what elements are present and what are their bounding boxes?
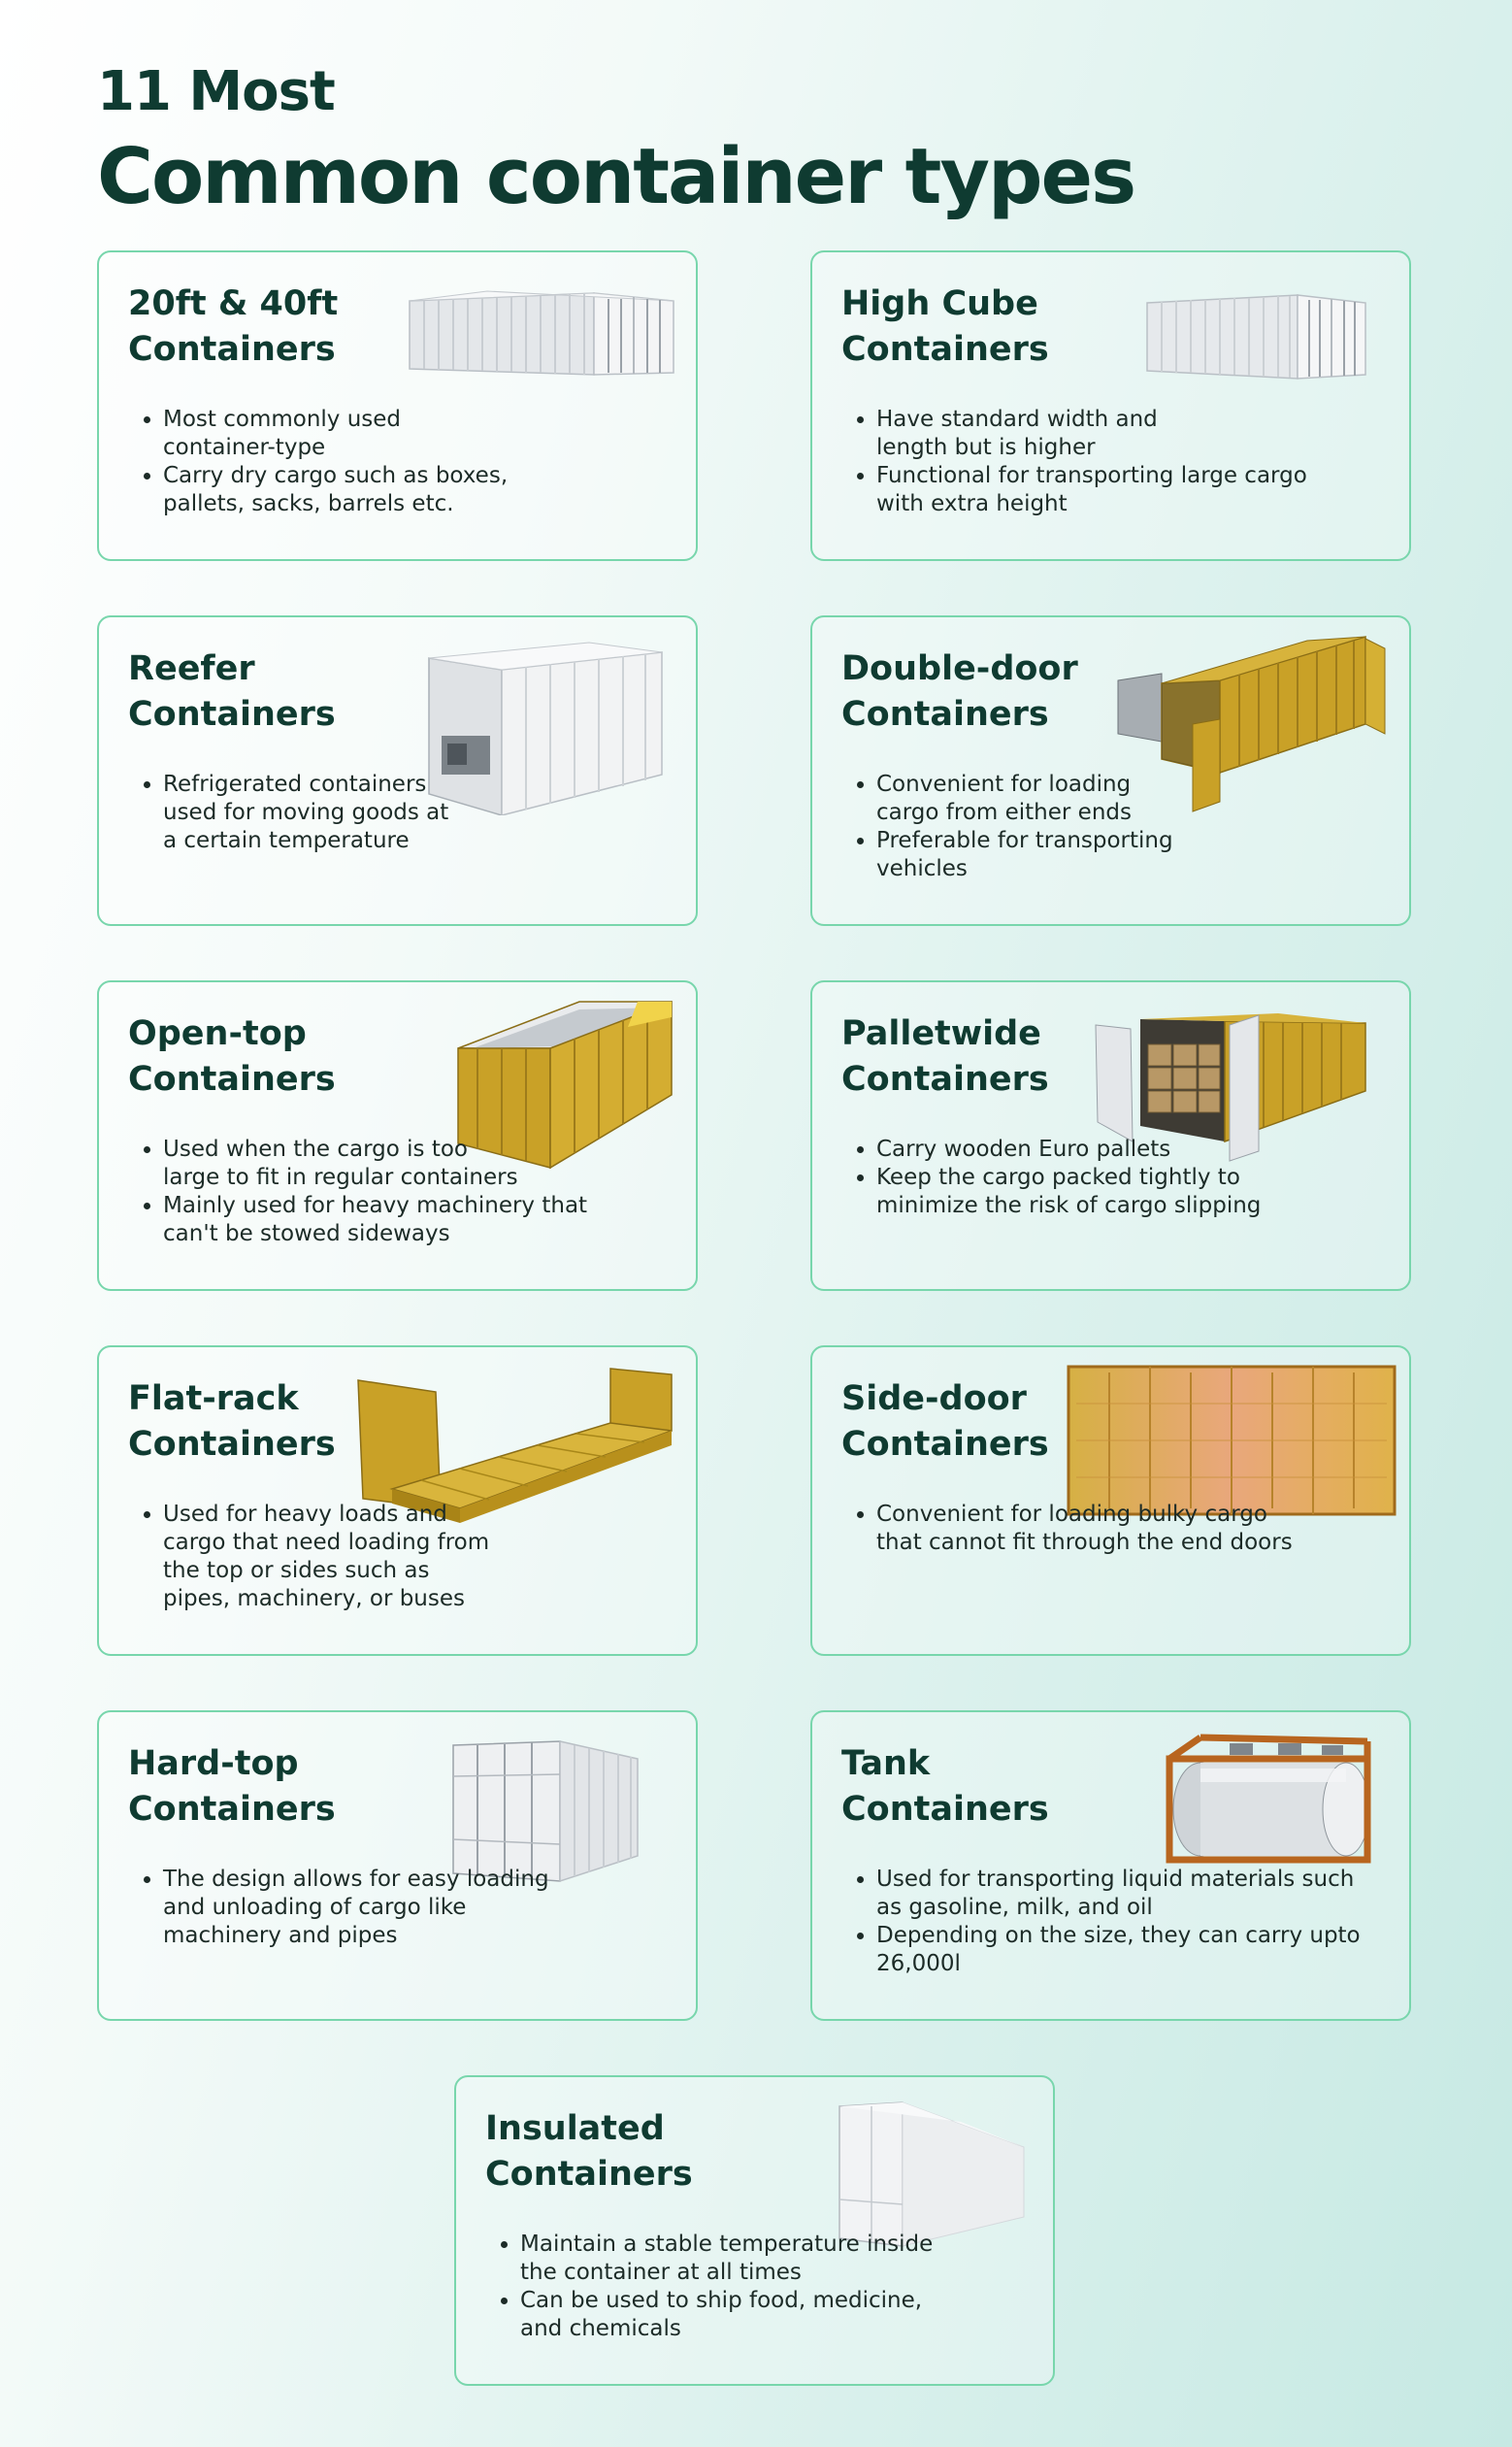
bullet-item: • Refrigerated containers used for moving goods at a certain temperature (163, 771, 454, 855)
card-title-line-1: Hard-top (128, 1744, 299, 1783)
title-line-1: 11 Most (97, 60, 335, 123)
card-title (128, 1741, 419, 1833)
card-open-top-containers (97, 980, 698, 1291)
white-high-cube-container-image (1142, 274, 1375, 388)
bullet-list (134, 1136, 590, 1248)
card-title-line-1: Insulated (485, 2109, 665, 2148)
card-title-line-1: Palletwide (841, 1014, 1041, 1053)
bullet-item: • Convenient for loading bulky cargo that cannot fit through the end doors (876, 1501, 1294, 1557)
iso-tank-container-image (1162, 1730, 1375, 1866)
card-title (128, 1011, 419, 1103)
bullet-item: • Most commonly used container-type (163, 406, 425, 462)
card-title (841, 646, 1133, 738)
card-hard-top-containers (97, 1710, 698, 2021)
card-title-line-1: 20ft & 40ft (128, 284, 339, 323)
card-flat-rack-containers (97, 1345, 698, 1656)
bullet-list (847, 1866, 1381, 1978)
bullet-list (847, 1136, 1284, 1220)
card-title-line-2: Containers (128, 695, 336, 734)
card-title (128, 646, 419, 738)
bullet-item: • Carry wooden Euro pallets (876, 1136, 1206, 1164)
bullet-item: • Preferable for transporting vehicles (876, 827, 1187, 883)
white-dry-container-image (400, 272, 681, 386)
bullet-list (134, 1866, 551, 1950)
card-palletwide-containers (810, 980, 1411, 1291)
card-title-line-1: Double-door (841, 649, 1078, 688)
card-title-line-2: Containers (841, 1060, 1049, 1099)
bullet-item: • Carry dry cargo such as boxes, pallets, sacks, barrels etc. (163, 462, 532, 518)
card-title-line-1: High Cube (841, 284, 1038, 323)
bullet-list (847, 771, 1187, 883)
bullet-item: • Can be used to ship food, medicine, and chemicals (520, 2287, 967, 2343)
bullet-item: • Have standard width and length but is higher (876, 406, 1167, 462)
bullet-list (847, 1501, 1294, 1557)
card-title-line-1: Reefer (128, 649, 255, 688)
card-title-line-2: Containers (128, 330, 336, 369)
card-reefer-containers (97, 615, 698, 926)
card-insulated-containers (454, 2075, 1055, 2386)
card-title-line-1: Flat-rack (128, 1379, 299, 1418)
card-title-line-2: Containers (841, 1790, 1049, 1829)
card-title-line-2: Containers (841, 330, 1049, 369)
white-reefer-container-image (424, 639, 667, 815)
yellow-side-door-container-image (1067, 1365, 1397, 1516)
white-insulated-container-image (835, 2093, 1029, 2248)
white-hard-top-container-image (448, 1737, 642, 1883)
bullet-item: • Used for transporting liquid materials such as gasoline, milk, and oil (876, 1866, 1381, 1922)
card-side-door-containers (810, 1345, 1411, 1656)
card-title-line-2: Containers (128, 1425, 336, 1464)
bullet-item: • Keep the cargo packed tightly to minimize the risk of cargo slipping (876, 1164, 1284, 1220)
bullet-list (134, 1501, 503, 1613)
bullet-item: • Maintain a stable temperature inside the container at all times (520, 2231, 947, 2287)
card-20ft-40ft-containers (97, 250, 698, 561)
card-title-line-1: Side-door (841, 1379, 1027, 1418)
bullet-list (847, 406, 1342, 518)
bullet-item: • The design allows for easy loading and unloading of cargo like machinery and pipes (163, 1866, 551, 1950)
card-title (841, 281, 1133, 373)
bullet-item: • Used for heavy loads and cargo that need loading from the top or sides such as pipes, machinery, or buses (163, 1501, 503, 1613)
card-title-line-2: Containers (841, 1425, 1049, 1464)
card-title-line-2: Containers (128, 1060, 336, 1099)
page-title: Common container types (97, 132, 1135, 221)
card-title-line-2: Containers (485, 2155, 693, 2194)
bullet-list (491, 2231, 967, 2343)
card-double-door-containers (810, 615, 1411, 926)
card-tank-containers (810, 1710, 1411, 2021)
bullet-item: • Depending on the size, they can carry upto 26,000l (876, 1922, 1362, 1978)
card-title (841, 1011, 1133, 1103)
bullet-item: • Mainly used for heavy machinery that can't be stowed sideways (163, 1192, 590, 1248)
card-title (128, 281, 419, 373)
bullet-item: • Convenient for loading cargo from either ends (876, 771, 1158, 827)
bullet-item: • Used when the cargo is too large to fit in regular containers (163, 1136, 522, 1192)
card-title-line-2: Containers (841, 695, 1049, 734)
card-title-line-2: Containers (128, 1790, 336, 1829)
card-title (841, 1741, 1133, 1833)
bullet-item: • Functional for transporting large cargo with extra height (876, 462, 1342, 518)
bullet-list (134, 406, 532, 518)
card-title-line-1: Tank (841, 1744, 931, 1783)
card-title (485, 2106, 776, 2198)
card-high-cube-containers (810, 250, 1411, 561)
card-title-line-1: Open-top (128, 1014, 307, 1053)
bullet-list (134, 771, 454, 855)
